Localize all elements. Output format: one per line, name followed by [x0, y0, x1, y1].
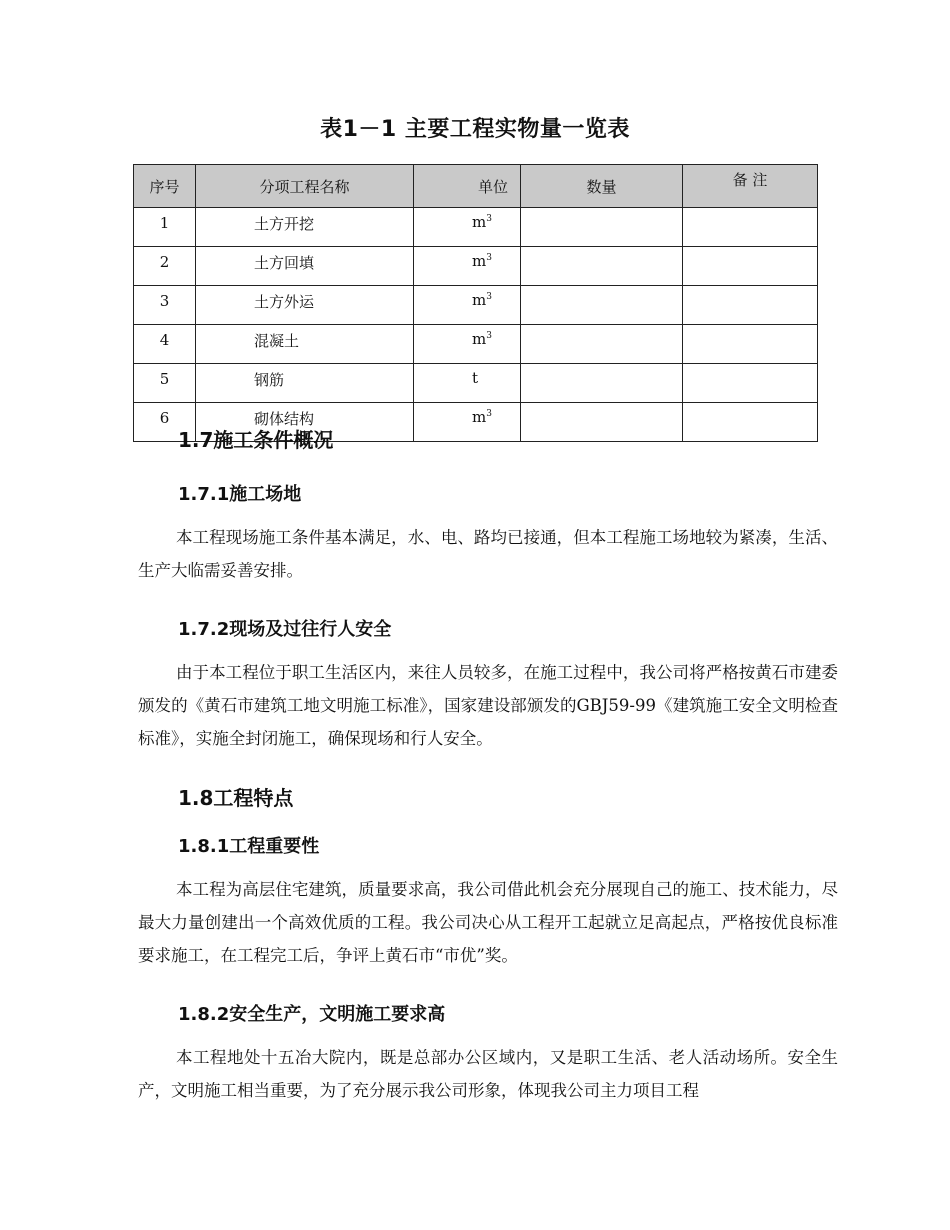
cell-remark: [683, 325, 818, 364]
header-remark: 备 注: [683, 165, 818, 208]
header-seq: 序号: [134, 165, 196, 208]
section-heading-1-8: 1.8工程特点: [178, 786, 294, 810]
table-title: 表1－1 主要工程实物量一览表: [320, 117, 630, 142]
table-row: [134, 247, 818, 286]
cell-remark: [683, 403, 818, 442]
table-row: [134, 286, 818, 325]
paragraph-1-8-2: 本工程地处十五冶大院内，既是总部办公区域内，又是职工生活、老人活动场所。安全生产，文明施工相当重要，为了充分展示我公司形象，体现我公司主力项目工程: [138, 1048, 838, 1100]
unit-superscript: 3: [486, 214, 492, 224]
header-name: 分项工程名称: [196, 165, 414, 208]
cell-seq: 2: [134, 247, 196, 286]
cell-remark: [683, 364, 818, 403]
unit-superscript: 3: [486, 331, 492, 341]
cell-seq: 5: [134, 364, 196, 403]
paragraph-1-8-1: 本工程为高层住宅建筑，质量要求高，我公司借此机会充分展现自己的施工、技术能力，尽最大力量创建出一个高效优质的工程。我公司决心从工程开工起就立足高起点，严格按优良标准要求施工，在工程完工后，争评上黄石市“市优”奖。: [138, 880, 838, 965]
cell-unit: [414, 208, 521, 247]
unit-superscript: 3: [486, 253, 492, 263]
unit-text: m: [472, 252, 487, 270]
unit-text: m: [472, 330, 487, 348]
paragraph-1-7-2: 由于本工程位于职工生活区内，来往人员较多，在施工过程中，我公司将严格按黄石市建委颁发的《黄石市建筑工地文明施工标准》，国家建设部颁发的GBJ59-99《建筑施工安全文明检查标准》，实施全封闭施工，确保现场和行人安全。: [138, 663, 838, 748]
unit-text: t: [472, 369, 479, 387]
header-qty: 数量: [521, 165, 683, 208]
cell-qty: [521, 403, 683, 442]
cell-name: 土方外运: [196, 286, 414, 325]
section-heading-1-7-2: 1.7.2现场及过往行人安全: [178, 619, 392, 640]
cell-name: 土方开挖: [196, 208, 414, 247]
cell-name: 混凝土: [196, 325, 414, 364]
unit-text: m: [472, 291, 487, 309]
table-row: [134, 208, 818, 247]
header-unit: 单位: [414, 165, 521, 208]
paragraph-1-7-1: 本工程现场施工条件基本满足，水、电、路均已接通，但本工程施工场地较为紧凑，生活、生产大临需妥善安排。: [138, 528, 838, 580]
unit-text: m: [472, 408, 487, 426]
unit-superscript: 3: [486, 292, 492, 302]
unit-text: m: [472, 213, 487, 231]
cell-qty: [521, 208, 683, 247]
cell-remark: [683, 286, 818, 325]
quantity-table: [133, 164, 818, 442]
cell-qty: [521, 286, 683, 325]
cell-seq: 6: [134, 403, 196, 442]
cell-name: 土方回填: [196, 247, 414, 286]
cell-unit: [414, 403, 521, 442]
cell-name: 砌体结构: [196, 403, 414, 442]
cell-qty: [521, 325, 683, 364]
table-row: [134, 325, 818, 364]
section-heading-1-7-1: 1.7.1施工场地: [178, 484, 302, 505]
cell-seq: 3: [134, 286, 196, 325]
cell-name: 钢筋: [196, 364, 414, 403]
cell-qty: [521, 364, 683, 403]
section-heading-1-8-1: 1.8.1工程重要性: [178, 836, 320, 857]
cell-unit: [414, 325, 521, 364]
cell-seq: 1: [134, 208, 196, 247]
section-heading-1-8-2: 1.8.2安全生产，文明施工要求高: [178, 1004, 446, 1025]
unit-superscript: 3: [486, 409, 492, 419]
table-header-row: [134, 165, 818, 208]
cell-unit: [414, 364, 521, 403]
cell-unit: [414, 286, 521, 325]
cell-seq: 4: [134, 325, 196, 364]
cell-unit: [414, 247, 521, 286]
cell-remark: [683, 247, 818, 286]
cell-remark: [683, 208, 818, 247]
section-heading-1-7: 1.7施工条件概况: [178, 428, 334, 452]
cell-qty: [521, 247, 683, 286]
table-row: [134, 364, 818, 403]
